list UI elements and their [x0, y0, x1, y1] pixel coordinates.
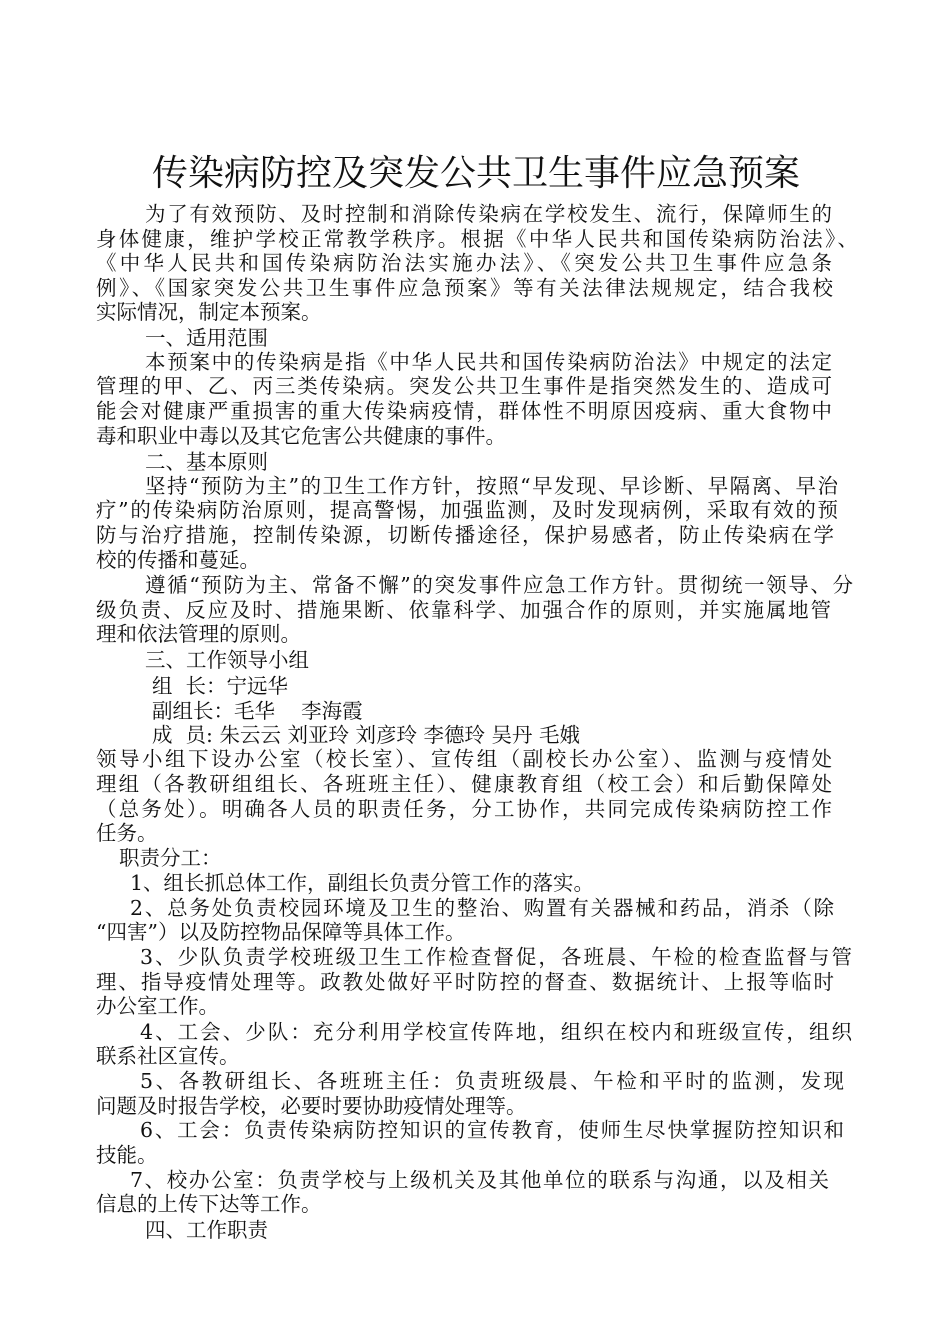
section-heading: 三、工作领导小组 [145, 648, 309, 672]
paragraph-line: 身体健康，维护学校正常教学秩序。根据《中华人民共和国传染病防治法》、 [96, 227, 858, 251]
duty-item: 技能。 [96, 1143, 158, 1167]
duty-item: 3、少队负责学校班级卫生工作检查督促，各班晨、午检的检查监督与管 [140, 945, 852, 969]
duty-item: 联系社区宣传。 [96, 1044, 240, 1068]
paragraph-line: 实际情况，制定本预案。 [96, 300, 322, 324]
section-heading: 四、工作职责 [145, 1218, 268, 1242]
paragraph-line: 《中华人民共和国传染病防治法实施办法》、《突发公共卫生事件应急条 [96, 251, 832, 275]
paragraph-line: 理组（各教研组组长、各班班主任）、健康教育组（校工会）和后勤保障处 [96, 772, 832, 796]
duty-item: 6、工会：负责传染病防控知识的宣传教育，使师生尽快掌握防控知识和 [140, 1118, 844, 1142]
paragraph-line: 任务。 [96, 821, 158, 845]
paragraph-line: 遵循“预防为主、常备不懈”的突发事件应急工作方针。贯彻统一领导、分 [145, 573, 853, 597]
duty-item: 信息的上传下达等工作。 [96, 1192, 322, 1216]
member-line: 副组长：毛华 李海霞 [152, 699, 363, 723]
duty-item: 理、指导疫情处理等。政教处做好平时防控的督查、数据统计、上报等临时 [96, 970, 834, 994]
section-heading: 职责分工： [119, 846, 222, 870]
paragraph-line: 本预案中的传染病是指《中华人民共和国传染病防治法》中规定的法定 [145, 350, 832, 374]
paragraph-line: 校的传播和蔓延。 [96, 548, 260, 572]
paragraph-line: 理和依法管理的原则。 [96, 622, 301, 646]
duty-item: 1、组长抓总体工作，副组长负责分管工作的落实。 [130, 871, 595, 895]
duty-item: “四害”）以及防控物品保障等具体工作。 [96, 920, 466, 944]
section-heading: 一、适用范围 [145, 326, 268, 350]
paragraph-line: 领导小组下设办公室（校长室）、宣传组（副校长办公室）、监测与疫情处 [96, 747, 832, 771]
paragraph-line: 级负责、反应及时、措施果断、依靠科学、加强合作的原则，并实施属地管 [96, 598, 831, 622]
paragraph-line: 疗”的传染病防治原则，提高警惕，加强监测，及时发现病例，采取有效的预 [96, 498, 838, 522]
member-line: 组 长：宁远华 [152, 674, 289, 698]
paragraph-line: 为了有效预防、及时控制和消除传染病在学校发生、流行，保障师生的 [145, 202, 832, 226]
paragraph-line: 例》、《国家突发公共卫生事件应急预案》等有关法律法规规定，结合我校 [96, 276, 833, 300]
duty-item: 5、各教研组长、各班班主任：负责班级晨、午检和平时的监测，发现 [140, 1069, 844, 1093]
paragraph-line: 坚持“预防为主”的卫生工作方针，按照“早发现、早诊断、早隔离、早治 [145, 474, 838, 498]
paragraph-line: 防与治疗措施，控制传染源，切断传播途径，保护易感者，防止传染病在学 [96, 523, 834, 547]
section-heading: 二、基本原则 [145, 450, 268, 474]
member-line: 成 员: 朱云云 刘亚玲 刘彦玲 李德玲 吴丹 毛娥 [152, 723, 581, 747]
paragraph-line: 管理的甲、乙、丙三类传染病。突发公共卫生事件是指突然发生的、造成可 [96, 374, 832, 398]
paragraph-line: 毒和职业中毒以及其它危害公共健康的事件。 [96, 424, 506, 448]
duty-item: 7、校办公室：负责学校与上级机关及其他单位的联系与沟通，以及相关 [130, 1168, 829, 1192]
paragraph-line: 能会对健康严重损害的重大传染病疫情，群体性不明原因疫病、重大食物中 [96, 399, 832, 423]
duty-item: 2、总务处负责校园环境及卫生的整治、购置有关器械和药品，消杀（除 [130, 896, 834, 920]
paragraph-line: （总务处）。明确各人员的职责任务，分工协作，共同完成传染病防控工作 [96, 797, 832, 821]
duty-item: 办公室工作。 [96, 994, 219, 1018]
document-title: 传染病防控及突发公共卫生事件应急预案 [151, 153, 800, 194]
duty-item: 4、工会、少队：充分利用学校宣传阵地，组织在校内和班级宣传，组织 [140, 1020, 852, 1044]
duty-item: 问题及时报告学校，必要时要协助疫情处理等。 [96, 1094, 527, 1118]
